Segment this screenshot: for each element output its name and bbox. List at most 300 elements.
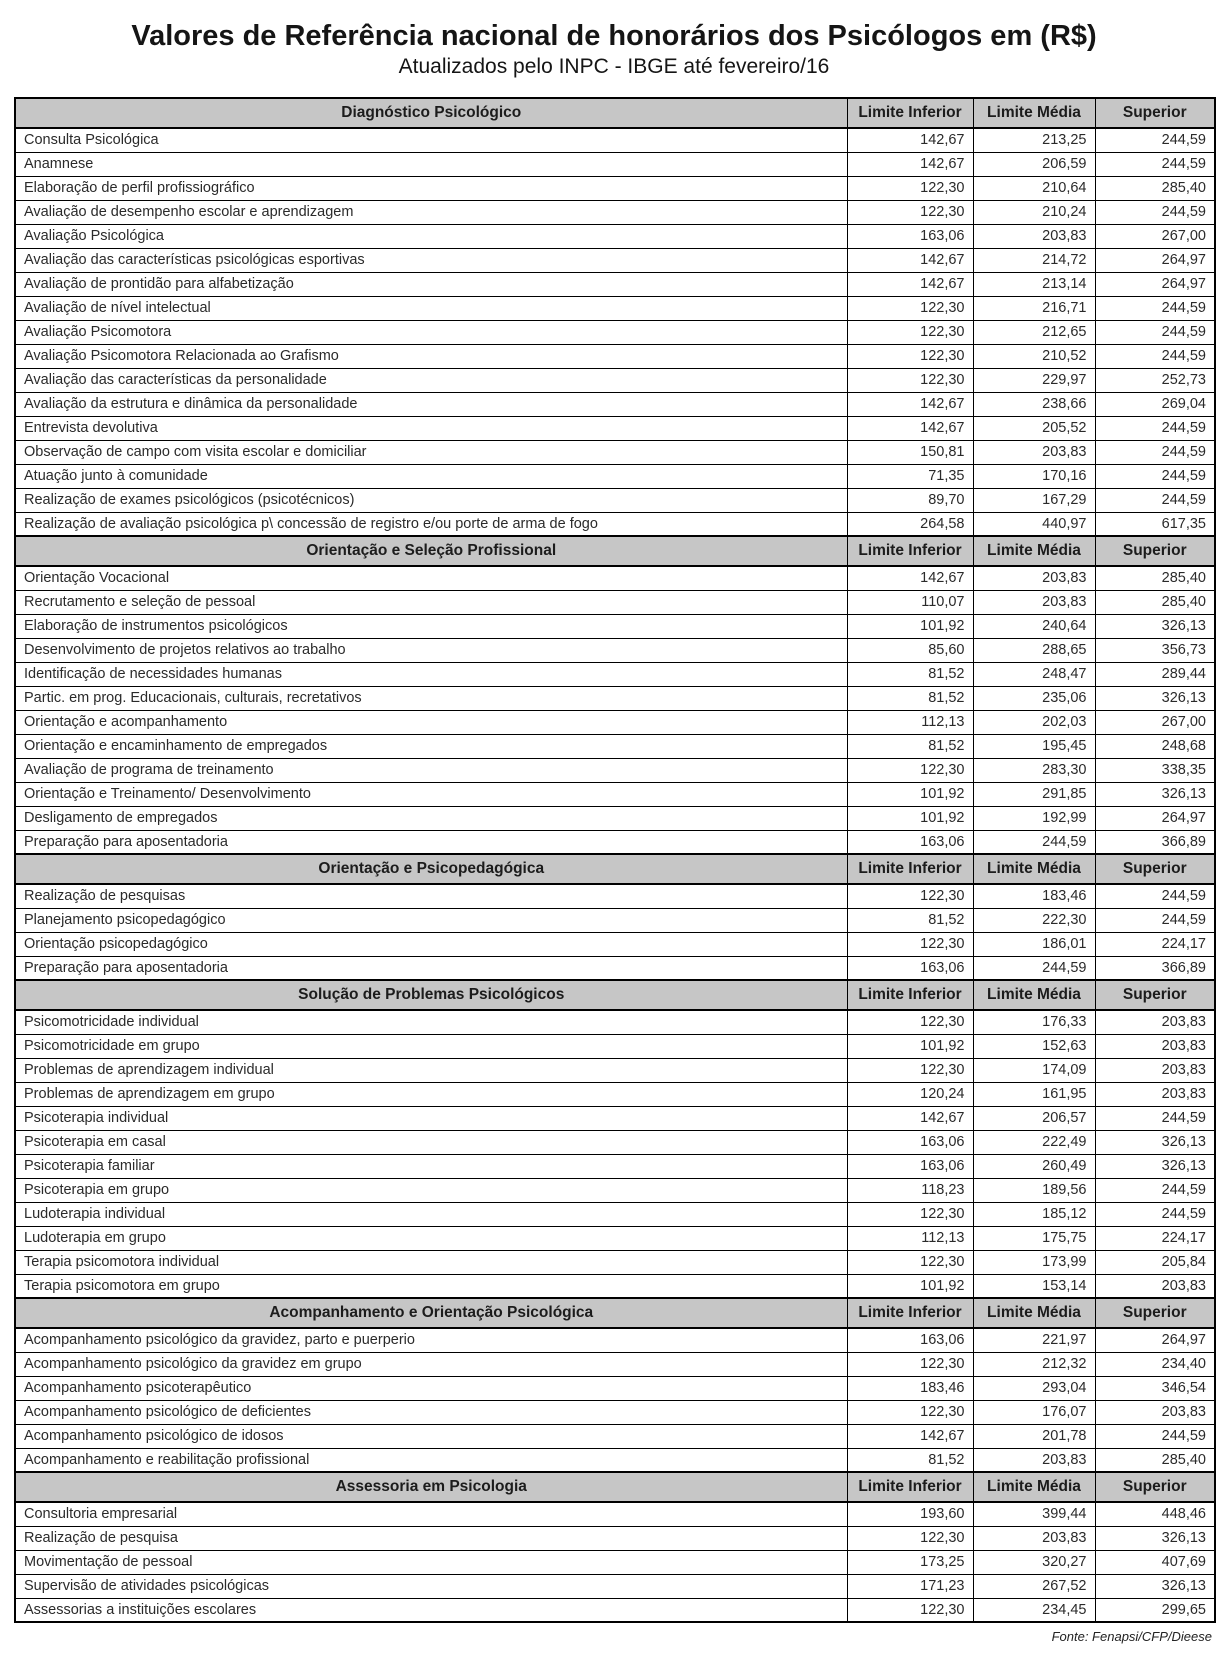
value-cell: 244,59 bbox=[1095, 464, 1215, 488]
value-cell: 122,30 bbox=[847, 368, 973, 392]
table-row bbox=[15, 1034, 1215, 1058]
service-name: Psicoterapia em grupo bbox=[15, 1178, 847, 1202]
value-cell: 122,30 bbox=[847, 884, 973, 908]
service-name: Psicomotricidade individual bbox=[15, 1010, 847, 1034]
value-cell: 222,30 bbox=[973, 908, 1095, 932]
value-cell: 203,83 bbox=[973, 590, 1095, 614]
value-cell: 185,12 bbox=[973, 1202, 1095, 1226]
section-title: Orientação e Seleção Profissional bbox=[15, 536, 847, 566]
service-name: Acompanhamento psicoterapêutico bbox=[15, 1376, 847, 1400]
value-cell: 163,06 bbox=[847, 1130, 973, 1154]
table-row bbox=[15, 440, 1215, 464]
table-row bbox=[15, 200, 1215, 224]
value-cell: 122,30 bbox=[847, 176, 973, 200]
value-cell: 163,06 bbox=[847, 830, 973, 854]
service-name: Assessorias a instituições escolares bbox=[15, 1598, 847, 1622]
section-header-row bbox=[15, 1472, 1215, 1502]
table-row bbox=[15, 590, 1215, 614]
service-name: Orientação Vocacional bbox=[15, 566, 847, 590]
value-cell: 203,83 bbox=[973, 224, 1095, 248]
value-cell: 203,83 bbox=[1095, 1058, 1215, 1082]
column-header: Limite Média bbox=[973, 1472, 1095, 1502]
service-name: Orientação e acompanhamento bbox=[15, 710, 847, 734]
value-cell: 213,25 bbox=[973, 128, 1095, 152]
value-cell: 264,97 bbox=[1095, 272, 1215, 296]
table-row bbox=[15, 1352, 1215, 1376]
service-name: Orientação e Treinamento/ Desenvolvimento bbox=[15, 782, 847, 806]
value-cell: 163,06 bbox=[847, 224, 973, 248]
value-cell: 175,75 bbox=[973, 1226, 1095, 1250]
service-name: Observação de campo com visita escolar e domiciliar bbox=[15, 440, 847, 464]
table-row bbox=[15, 1448, 1215, 1472]
value-cell: 122,30 bbox=[847, 1010, 973, 1034]
value-cell: 120,24 bbox=[847, 1082, 973, 1106]
service-name: Preparação para aposentadoria bbox=[15, 956, 847, 980]
column-header: Superior bbox=[1095, 1298, 1215, 1328]
table-row bbox=[15, 1574, 1215, 1598]
value-cell: 183,46 bbox=[973, 884, 1095, 908]
value-cell: 267,52 bbox=[973, 1574, 1095, 1598]
value-cell: 201,78 bbox=[973, 1424, 1095, 1448]
table-row bbox=[15, 1274, 1215, 1298]
service-name: Elaboração de instrumentos psicológicos bbox=[15, 614, 847, 638]
value-cell: 244,59 bbox=[1095, 416, 1215, 440]
service-name: Avaliação Psicológica bbox=[15, 224, 847, 248]
value-cell: 112,13 bbox=[847, 1226, 973, 1250]
value-cell: 244,59 bbox=[1095, 908, 1215, 932]
value-cell: 216,71 bbox=[973, 296, 1095, 320]
value-cell: 110,07 bbox=[847, 590, 973, 614]
value-cell: 81,52 bbox=[847, 734, 973, 758]
service-name: Realização de avaliação psicológica p\ concessão de registro e/ou porte de arma de fogo bbox=[15, 512, 847, 536]
service-name: Terapia psicomotora em grupo bbox=[15, 1274, 847, 1298]
value-cell: 252,73 bbox=[1095, 368, 1215, 392]
table-row bbox=[15, 1130, 1215, 1154]
value-cell: 142,67 bbox=[847, 1106, 973, 1130]
table-row bbox=[15, 566, 1215, 590]
section-header-row bbox=[15, 980, 1215, 1010]
section-header-row bbox=[15, 536, 1215, 566]
table-row bbox=[15, 614, 1215, 638]
value-cell: 244,59 bbox=[1095, 1202, 1215, 1226]
value-cell: 264,58 bbox=[847, 512, 973, 536]
table-row bbox=[15, 296, 1215, 320]
fees-table bbox=[14, 97, 1216, 1623]
service-name: Avaliação de desempenho escolar e aprendizagem bbox=[15, 200, 847, 224]
column-header: Limite Média bbox=[973, 980, 1095, 1010]
value-cell: 203,83 bbox=[1095, 1034, 1215, 1058]
value-cell: 248,68 bbox=[1095, 734, 1215, 758]
column-header: Limite Média bbox=[973, 536, 1095, 566]
value-cell: 174,09 bbox=[973, 1058, 1095, 1082]
table-row bbox=[15, 1250, 1215, 1274]
value-cell: 142,67 bbox=[847, 128, 973, 152]
section-title: Diagnóstico Psicológico bbox=[15, 98, 847, 128]
value-cell: 326,13 bbox=[1095, 782, 1215, 806]
service-name: Terapia psicomotora individual bbox=[15, 1250, 847, 1274]
value-cell: 264,97 bbox=[1095, 806, 1215, 830]
service-name: Atuação junto à comunidade bbox=[15, 464, 847, 488]
value-cell: 203,83 bbox=[1095, 1082, 1215, 1106]
value-cell: 118,23 bbox=[847, 1178, 973, 1202]
value-cell: 244,59 bbox=[1095, 1424, 1215, 1448]
value-cell: 142,67 bbox=[847, 1424, 973, 1448]
value-cell: 153,14 bbox=[973, 1274, 1095, 1298]
table-row bbox=[15, 1106, 1215, 1130]
value-cell: 85,60 bbox=[847, 638, 973, 662]
value-cell: 195,45 bbox=[973, 734, 1095, 758]
value-cell: 269,04 bbox=[1095, 392, 1215, 416]
value-cell: 101,92 bbox=[847, 614, 973, 638]
value-cell: 244,59 bbox=[1095, 1178, 1215, 1202]
column-header: Limite Inferior bbox=[847, 1472, 973, 1502]
table-row bbox=[15, 1502, 1215, 1526]
service-name: Acompanhamento psicológico da gravidez em grupo bbox=[15, 1352, 847, 1376]
service-name: Identificação de necessidades humanas bbox=[15, 662, 847, 686]
value-cell: 205,52 bbox=[973, 416, 1095, 440]
section-header-row bbox=[15, 854, 1215, 884]
value-cell: 235,06 bbox=[973, 686, 1095, 710]
service-name: Consulta Psicológica bbox=[15, 128, 847, 152]
value-cell: 142,67 bbox=[847, 248, 973, 272]
value-cell: 326,13 bbox=[1095, 1130, 1215, 1154]
value-cell: 142,67 bbox=[847, 392, 973, 416]
table-row bbox=[15, 638, 1215, 662]
service-name: Avaliação Psicomotora bbox=[15, 320, 847, 344]
value-cell: 150,81 bbox=[847, 440, 973, 464]
value-cell: 203,83 bbox=[973, 1448, 1095, 1472]
value-cell: 81,52 bbox=[847, 662, 973, 686]
value-cell: 221,97 bbox=[973, 1328, 1095, 1352]
service-name: Ludoterapia individual bbox=[15, 1202, 847, 1226]
table-row bbox=[15, 782, 1215, 806]
value-cell: 244,59 bbox=[1095, 1106, 1215, 1130]
value-cell: 81,52 bbox=[847, 686, 973, 710]
value-cell: 122,30 bbox=[847, 1352, 973, 1376]
table-row bbox=[15, 392, 1215, 416]
column-header: Superior bbox=[1095, 98, 1215, 128]
value-cell: 203,83 bbox=[1095, 1010, 1215, 1034]
value-cell: 326,13 bbox=[1095, 1526, 1215, 1550]
table-row bbox=[15, 1154, 1215, 1178]
page-title: Valores de Referência nacional de honorários dos Psicólogos em (R$) bbox=[131, 20, 1097, 52]
value-cell: 142,67 bbox=[847, 416, 973, 440]
service-name: Desenvolvimento de projetos relativos ao trabalho bbox=[15, 638, 847, 662]
value-cell: 189,56 bbox=[973, 1178, 1095, 1202]
value-cell: 264,97 bbox=[1095, 248, 1215, 272]
value-cell: 448,46 bbox=[1095, 1502, 1215, 1526]
column-header: Limite Inferior bbox=[847, 980, 973, 1010]
column-header: Limite Inferior bbox=[847, 536, 973, 566]
service-name: Consultoria empresarial bbox=[15, 1502, 847, 1526]
value-cell: 203,83 bbox=[973, 440, 1095, 464]
value-cell: 152,63 bbox=[973, 1034, 1095, 1058]
value-cell: 192,99 bbox=[973, 806, 1095, 830]
value-cell: 122,30 bbox=[847, 200, 973, 224]
service-name: Planejamento psicopedagógico bbox=[15, 908, 847, 932]
section-header-row bbox=[15, 98, 1215, 128]
table-row bbox=[15, 806, 1215, 830]
value-cell: 240,64 bbox=[973, 614, 1095, 638]
service-name: Orientação e encaminhamento de empregados bbox=[15, 734, 847, 758]
value-cell: 356,73 bbox=[1095, 638, 1215, 662]
section-title: Acompanhamento e Orientação Psicológica bbox=[15, 1298, 847, 1328]
service-name: Recrutamento e seleção de pessoal bbox=[15, 590, 847, 614]
service-name: Avaliação Psicomotora Relacionada ao Grafismo bbox=[15, 344, 847, 368]
service-name: Acompanhamento psicológico da gravidez, parto e puerperio bbox=[15, 1328, 847, 1352]
value-cell: 293,04 bbox=[973, 1376, 1095, 1400]
table-row bbox=[15, 1010, 1215, 1034]
column-header: Limite Inferior bbox=[847, 1298, 973, 1328]
value-cell: 122,30 bbox=[847, 1250, 973, 1274]
value-cell: 244,59 bbox=[973, 830, 1095, 854]
value-cell: 320,27 bbox=[973, 1550, 1095, 1574]
column-header: Limite Inferior bbox=[847, 854, 973, 884]
value-cell: 122,30 bbox=[847, 1202, 973, 1226]
table-row bbox=[15, 488, 1215, 512]
table-row bbox=[15, 128, 1215, 152]
value-cell: 244,59 bbox=[973, 956, 1095, 980]
column-header: Limite Inferior bbox=[847, 98, 973, 128]
value-cell: 285,40 bbox=[1095, 590, 1215, 614]
section-title: Assessoria em Psicologia bbox=[15, 1472, 847, 1502]
service-name: Problemas de aprendizagem em grupo bbox=[15, 1082, 847, 1106]
value-cell: 203,83 bbox=[1095, 1274, 1215, 1298]
service-name: Movimentação de pessoal bbox=[15, 1550, 847, 1574]
column-header: Limite Média bbox=[973, 854, 1095, 884]
table-row bbox=[15, 1202, 1215, 1226]
table-row bbox=[15, 1226, 1215, 1250]
value-cell: 122,30 bbox=[847, 758, 973, 782]
column-header: Superior bbox=[1095, 1472, 1215, 1502]
value-cell: 366,89 bbox=[1095, 830, 1215, 854]
table-row bbox=[15, 368, 1215, 392]
value-cell: 288,65 bbox=[973, 638, 1095, 662]
value-cell: 122,30 bbox=[847, 1526, 973, 1550]
table-row bbox=[15, 1178, 1215, 1202]
table-row bbox=[15, 1376, 1215, 1400]
value-cell: 224,17 bbox=[1095, 932, 1215, 956]
service-name: Elaboração de perfil profissiográfico bbox=[15, 176, 847, 200]
value-cell: 81,52 bbox=[847, 1448, 973, 1472]
value-cell: 285,40 bbox=[1095, 566, 1215, 590]
service-name: Avaliação das características psicológicas esportivas bbox=[15, 248, 847, 272]
value-cell: 244,59 bbox=[1095, 488, 1215, 512]
value-cell: 338,35 bbox=[1095, 758, 1215, 782]
value-cell: 176,33 bbox=[973, 1010, 1095, 1034]
table-row bbox=[15, 464, 1215, 488]
value-cell: 171,23 bbox=[847, 1574, 973, 1598]
value-cell: 346,54 bbox=[1095, 1376, 1215, 1400]
table-row bbox=[15, 344, 1215, 368]
value-cell: 267,00 bbox=[1095, 710, 1215, 734]
value-cell: 203,83 bbox=[973, 566, 1095, 590]
table-row bbox=[15, 758, 1215, 782]
table-row bbox=[15, 932, 1215, 956]
value-cell: 193,60 bbox=[847, 1502, 973, 1526]
table-row bbox=[15, 830, 1215, 854]
value-cell: 366,89 bbox=[1095, 956, 1215, 980]
value-cell: 617,35 bbox=[1095, 512, 1215, 536]
value-cell: 291,85 bbox=[973, 782, 1095, 806]
column-header: Superior bbox=[1095, 854, 1215, 884]
service-name: Ludoterapia em grupo bbox=[15, 1226, 847, 1250]
table-row bbox=[15, 1082, 1215, 1106]
column-header: Limite Média bbox=[973, 98, 1095, 128]
section-header-row bbox=[15, 1298, 1215, 1328]
service-name: Avaliação da estrutura e dinâmica da personalidade bbox=[15, 392, 847, 416]
value-cell: 122,30 bbox=[847, 1598, 973, 1622]
service-name: Avaliação de nível intelectual bbox=[15, 296, 847, 320]
value-cell: 203,83 bbox=[973, 1526, 1095, 1550]
table-row bbox=[15, 176, 1215, 200]
value-cell: 234,40 bbox=[1095, 1352, 1215, 1376]
service-name: Desligamento de empregados bbox=[15, 806, 847, 830]
value-cell: 101,92 bbox=[847, 1274, 973, 1298]
value-cell: 285,40 bbox=[1095, 176, 1215, 200]
value-cell: 244,59 bbox=[1095, 320, 1215, 344]
value-cell: 203,83 bbox=[1095, 1400, 1215, 1424]
value-cell: 122,30 bbox=[847, 296, 973, 320]
service-name: Psicomotricidade em grupo bbox=[15, 1034, 847, 1058]
value-cell: 244,59 bbox=[1095, 200, 1215, 224]
column-header: Limite Média bbox=[973, 1298, 1095, 1328]
table-row bbox=[15, 224, 1215, 248]
value-cell: 122,30 bbox=[847, 344, 973, 368]
value-cell: 244,59 bbox=[1095, 884, 1215, 908]
service-name: Psicoterapia individual bbox=[15, 1106, 847, 1130]
value-cell: 173,99 bbox=[973, 1250, 1095, 1274]
table-row bbox=[15, 662, 1215, 686]
value-cell: 210,52 bbox=[973, 344, 1095, 368]
value-cell: 163,06 bbox=[847, 1154, 973, 1178]
value-cell: 210,64 bbox=[973, 176, 1095, 200]
value-cell: 101,92 bbox=[847, 806, 973, 830]
table-row bbox=[15, 908, 1215, 932]
value-cell: 326,13 bbox=[1095, 1574, 1215, 1598]
service-name: Psicoterapia familiar bbox=[15, 1154, 847, 1178]
service-name: Realização de exames psicológicos (psicotécnicos) bbox=[15, 488, 847, 512]
value-cell: 214,72 bbox=[973, 248, 1095, 272]
value-cell: 142,67 bbox=[847, 152, 973, 176]
table-row bbox=[15, 956, 1215, 980]
value-cell: 122,30 bbox=[847, 932, 973, 956]
service-name: Partic. em prog. Educacionais, culturais, recretativos bbox=[15, 686, 847, 710]
value-cell: 161,95 bbox=[973, 1082, 1095, 1106]
value-cell: 244,59 bbox=[1095, 152, 1215, 176]
value-cell: 205,84 bbox=[1095, 1250, 1215, 1274]
value-cell: 206,57 bbox=[973, 1106, 1095, 1130]
value-cell: 260,49 bbox=[973, 1154, 1095, 1178]
value-cell: 167,29 bbox=[973, 488, 1095, 512]
value-cell: 238,66 bbox=[973, 392, 1095, 416]
table-row bbox=[15, 152, 1215, 176]
service-name: Preparação para aposentadoria bbox=[15, 830, 847, 854]
service-name: Acompanhamento psicológico de deficientes bbox=[15, 1400, 847, 1424]
value-cell: 244,59 bbox=[1095, 440, 1215, 464]
value-cell: 101,92 bbox=[847, 1034, 973, 1058]
value-cell: 326,13 bbox=[1095, 686, 1215, 710]
value-cell: 176,07 bbox=[973, 1400, 1095, 1424]
value-cell: 407,69 bbox=[1095, 1550, 1215, 1574]
table-row bbox=[15, 1058, 1215, 1082]
value-cell: 283,30 bbox=[973, 758, 1095, 782]
table-row bbox=[15, 1328, 1215, 1352]
value-cell: 224,17 bbox=[1095, 1226, 1215, 1250]
service-name: Realização de pesquisa bbox=[15, 1526, 847, 1550]
service-name: Acompanhamento e reabilitação profissional bbox=[15, 1448, 847, 1472]
column-header: Superior bbox=[1095, 536, 1215, 566]
column-header: Superior bbox=[1095, 980, 1215, 1010]
value-cell: 81,52 bbox=[847, 908, 973, 932]
value-cell: 244,59 bbox=[1095, 296, 1215, 320]
value-cell: 326,13 bbox=[1095, 614, 1215, 638]
value-cell: 212,32 bbox=[973, 1352, 1095, 1376]
page-subtitle: Atualizados pelo INPC - IBGE até fevereiro/16 bbox=[398, 55, 830, 78]
value-cell: 210,24 bbox=[973, 200, 1095, 224]
service-name: Avaliação das características da personalidade bbox=[15, 368, 847, 392]
value-cell: 234,45 bbox=[973, 1598, 1095, 1622]
table-row bbox=[15, 1526, 1215, 1550]
value-cell: 163,06 bbox=[847, 956, 973, 980]
value-cell: 122,30 bbox=[847, 1400, 973, 1424]
value-cell: 326,13 bbox=[1095, 1154, 1215, 1178]
value-cell: 212,65 bbox=[973, 320, 1095, 344]
value-cell: 299,65 bbox=[1095, 1598, 1215, 1622]
value-cell: 183,46 bbox=[847, 1376, 973, 1400]
service-name: Avaliação de prontidão para alfabetização bbox=[15, 272, 847, 296]
table-row bbox=[15, 734, 1215, 758]
value-cell: 244,59 bbox=[1095, 128, 1215, 152]
table-row bbox=[15, 1424, 1215, 1448]
value-cell: 122,30 bbox=[847, 1058, 973, 1082]
value-cell: 122,30 bbox=[847, 320, 973, 344]
value-cell: 202,03 bbox=[973, 710, 1095, 734]
value-cell: 440,97 bbox=[973, 512, 1095, 536]
table-row bbox=[15, 248, 1215, 272]
value-cell: 264,97 bbox=[1095, 1328, 1215, 1352]
table-row bbox=[15, 1550, 1215, 1574]
value-cell: 285,40 bbox=[1095, 1448, 1215, 1472]
service-name: Entrevista devolutiva bbox=[15, 416, 847, 440]
value-cell: 163,06 bbox=[847, 1328, 973, 1352]
section-title: Solução de Problemas Psicológicos bbox=[15, 980, 847, 1010]
service-name: Realização de pesquisas bbox=[15, 884, 847, 908]
table-row bbox=[15, 272, 1215, 296]
value-cell: 289,44 bbox=[1095, 662, 1215, 686]
value-cell: 170,16 bbox=[973, 464, 1095, 488]
value-cell: 71,35 bbox=[847, 464, 973, 488]
value-cell: 173,25 bbox=[847, 1550, 973, 1574]
value-cell: 267,00 bbox=[1095, 224, 1215, 248]
value-cell: 89,70 bbox=[847, 488, 973, 512]
value-cell: 142,67 bbox=[847, 272, 973, 296]
table-row bbox=[15, 710, 1215, 734]
table-row bbox=[15, 884, 1215, 908]
value-cell: 222,49 bbox=[973, 1130, 1095, 1154]
value-cell: 101,92 bbox=[847, 782, 973, 806]
value-cell: 206,59 bbox=[973, 152, 1095, 176]
value-cell: 112,13 bbox=[847, 710, 973, 734]
service-name: Anamnese bbox=[15, 152, 847, 176]
value-cell: 244,59 bbox=[1095, 344, 1215, 368]
table-row bbox=[15, 320, 1215, 344]
service-name: Orientação psicopedagógico bbox=[15, 932, 847, 956]
service-name: Psicoterapia em casal bbox=[15, 1130, 847, 1154]
value-cell: 248,47 bbox=[973, 662, 1095, 686]
value-cell: 142,67 bbox=[847, 566, 973, 590]
service-name: Avaliação de programa de treinamento bbox=[15, 758, 847, 782]
